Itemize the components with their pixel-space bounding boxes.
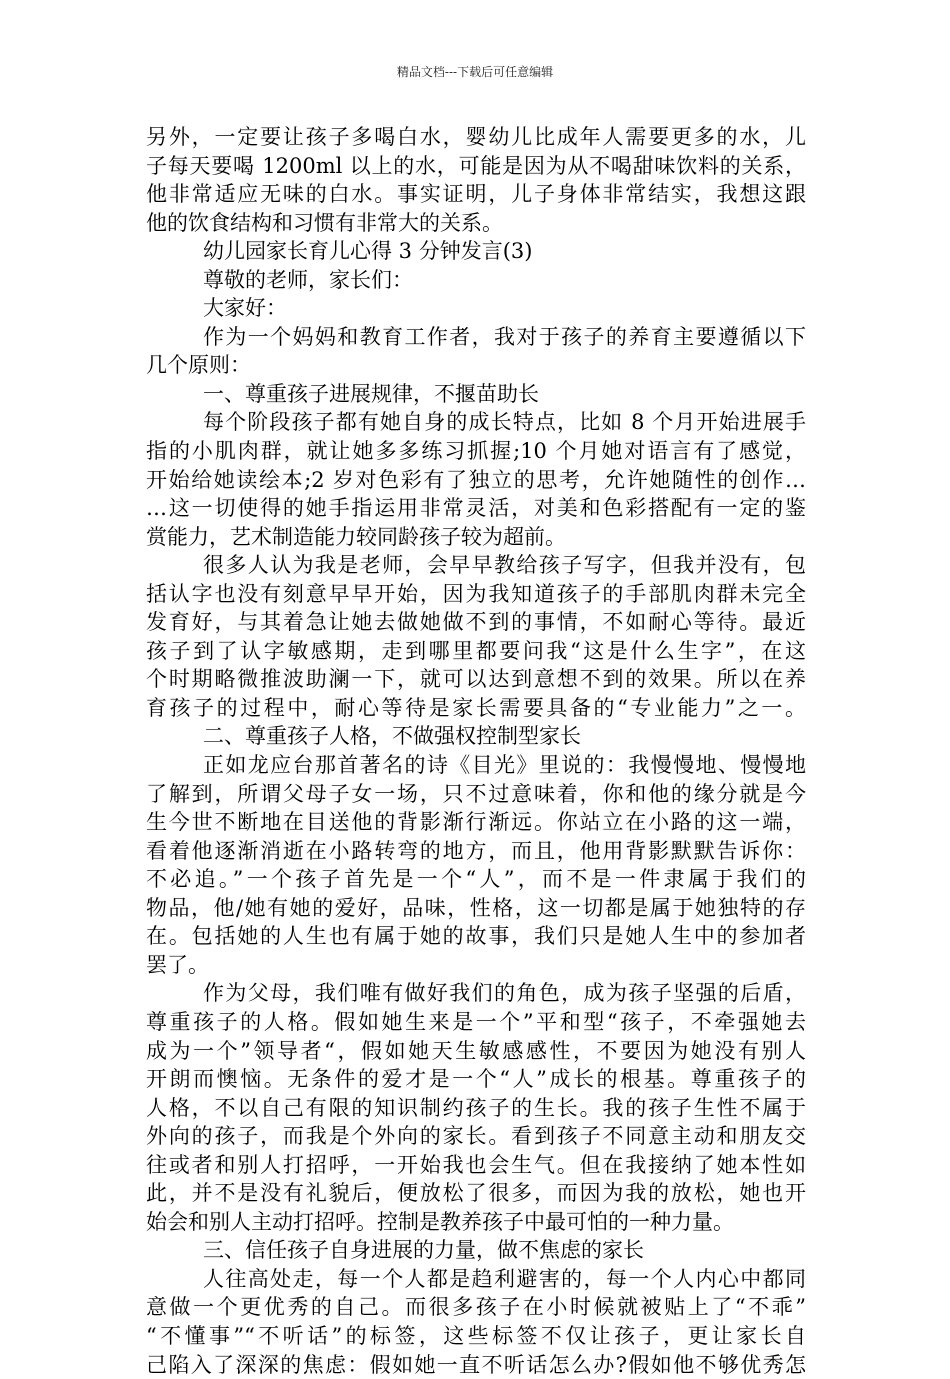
text-line: 孩子到了认字敏感期，走到哪里都要问我“这是什么生字”，在这 <box>146 638 806 663</box>
text-line: “不懂事”“不听话”的标签，这些标签不仅让孩子，更让家长自 <box>146 1323 806 1348</box>
text-line: 外向的孩子，而我是个外向的家长。看到孩子不同意主动和朋友交 <box>146 1124 806 1149</box>
text-line: 一、尊重孩子进展规律，不揠苗助长 <box>203 381 539 406</box>
text-line: 开始给她读绘本;2 岁对色彩有了独立的思考，允许她随性的创作… <box>146 467 806 492</box>
text-line: 几个原则： <box>146 353 251 378</box>
text-line: 他非常适应无味的白水。事实证明，儿子身体非常结实，我想这跟 <box>146 182 806 207</box>
text-line: 始会和别人主动打招呼。控制是教养孩子中最可怕的一种力量。 <box>146 1209 734 1234</box>
text-line: 作为一个妈妈和教育工作者，我对于孩子的养育主要遵循以下 <box>203 324 806 349</box>
text-line: 不必追。”一个孩子首先是一个“人”，而不是一件隶属于我们的 <box>146 867 806 892</box>
text-line: 作为父母，我们唯有做好我们的角色，成为孩子坚强的后盾， <box>203 981 806 1006</box>
text-line: 发育好，与其着急让她去做她做不到的事情，不如耐心等待。最近 <box>146 610 806 635</box>
text-line: 个时期略微推波助澜一下，就可以达到意想不到的效果。所以在养 <box>146 667 806 692</box>
text-line: 物品，他/她有她的爱好，品味，性格，这一切都是属于她独特的存 <box>146 895 806 920</box>
text-line: 很多人认为我是老师，会早早教给孩子写字，但我并没有，包 <box>203 553 806 578</box>
text-line: 赏能力，艺术制造能力较同龄孩子较为超前。 <box>146 524 566 549</box>
text-line: 意做一个更优秀的自己。而很多孩子在小时候就被贴上了“不乖” <box>146 1295 806 1320</box>
text-line: 尊重孩子的人格。假如她生来是一个”平和型“孩子，不牵强她去 <box>146 1009 806 1034</box>
text-line: 开朗而懊恼。无条件的爱才是一个“人”成长的根基。尊重孩子的 <box>146 1067 806 1092</box>
text-line: …这一切使得的她手指运用非常灵活，对美和色彩搭配有一定的鉴 <box>146 496 806 521</box>
text-line: 人往高处走，每一个人都是趋利避害的，每一个人内心中都同 <box>203 1266 806 1291</box>
text-line: 子每天要喝 1200ml 以上的水，可能是因为从不喝甜味饮料的关系， <box>146 153 806 178</box>
text-line: 每个阶段孩子都有她自身的成长特点，比如 8 个月开始进展手 <box>203 410 806 435</box>
text-line: 成为一个”领导者“，假如她天生敏感感性，不要因为她没有别人 <box>146 1038 806 1063</box>
text-line: 大家好： <box>203 296 287 321</box>
text-line: 生今世不断地在目送他的背影渐行渐远。你站立在小路的这一端， <box>146 810 806 835</box>
text-line: 育孩子的过程中，耐心等待是家长需要具备的“专业能力”之一。 <box>146 695 806 720</box>
text-line: 在。包括她的人生也有属于她的故事，我们只是她人生中的参加者 <box>146 924 806 949</box>
text-line: 幼儿园家长育儿心得 3 分钟发言(3) <box>203 239 533 264</box>
text-line: 人格，不以自己有限的知识制约孩子的生长。我的孩子生性不属于 <box>146 1095 806 1120</box>
text-line: 括认字也没有刻意早早开始，因为我知道孩子的手部肌肉群未完全 <box>146 581 806 606</box>
text-line: 另外，一定要让孩子多喝白水，婴幼儿比成年人需要更多的水，儿 <box>146 125 806 149</box>
text-line: 此，并不是没有礼貌后，便放松了很多，而因为我的放松，她也开 <box>146 1181 806 1206</box>
text-line: 了解到，所谓父母子女一场，只不过意味着，你和他的缘分就是今 <box>146 781 806 806</box>
text-line: 己陷入了深深的焦虑：假如她一直不听话怎么办?假如他不够优秀怎 <box>146 1352 806 1377</box>
text-line: 正如龙应台那首著名的诗《目光》里说的：我慢慢地、慢慢地 <box>203 753 806 778</box>
text-line: 尊敬的老师，家长们： <box>203 267 413 292</box>
text-line: 三、信任孩子自身进展的力量，做不焦虑的家长 <box>203 1238 644 1263</box>
text-line: 罢了。 <box>146 952 209 977</box>
text-line: 二、尊重孩子人格，不做强权控制型家长 <box>203 724 581 749</box>
text-line: 他的饮食结构和习惯有非常大的关系。 <box>146 210 503 235</box>
text-line: 往或者和别人打招呼，一开始我也会生气。但在我接纳了她本性如 <box>146 1152 806 1177</box>
document-body <box>146 123 806 1379</box>
text-line: 看着他逐渐消逝在小路转弯的地方，而且，他用背影默默告诉你： <box>146 838 806 863</box>
page-header: 精品文档---下载后可任意编辑 <box>396 65 554 79</box>
text-line: 指的小肌肉群，就让她多多练习抓握;10 个月她对语言有了感觉， <box>146 439 806 464</box>
